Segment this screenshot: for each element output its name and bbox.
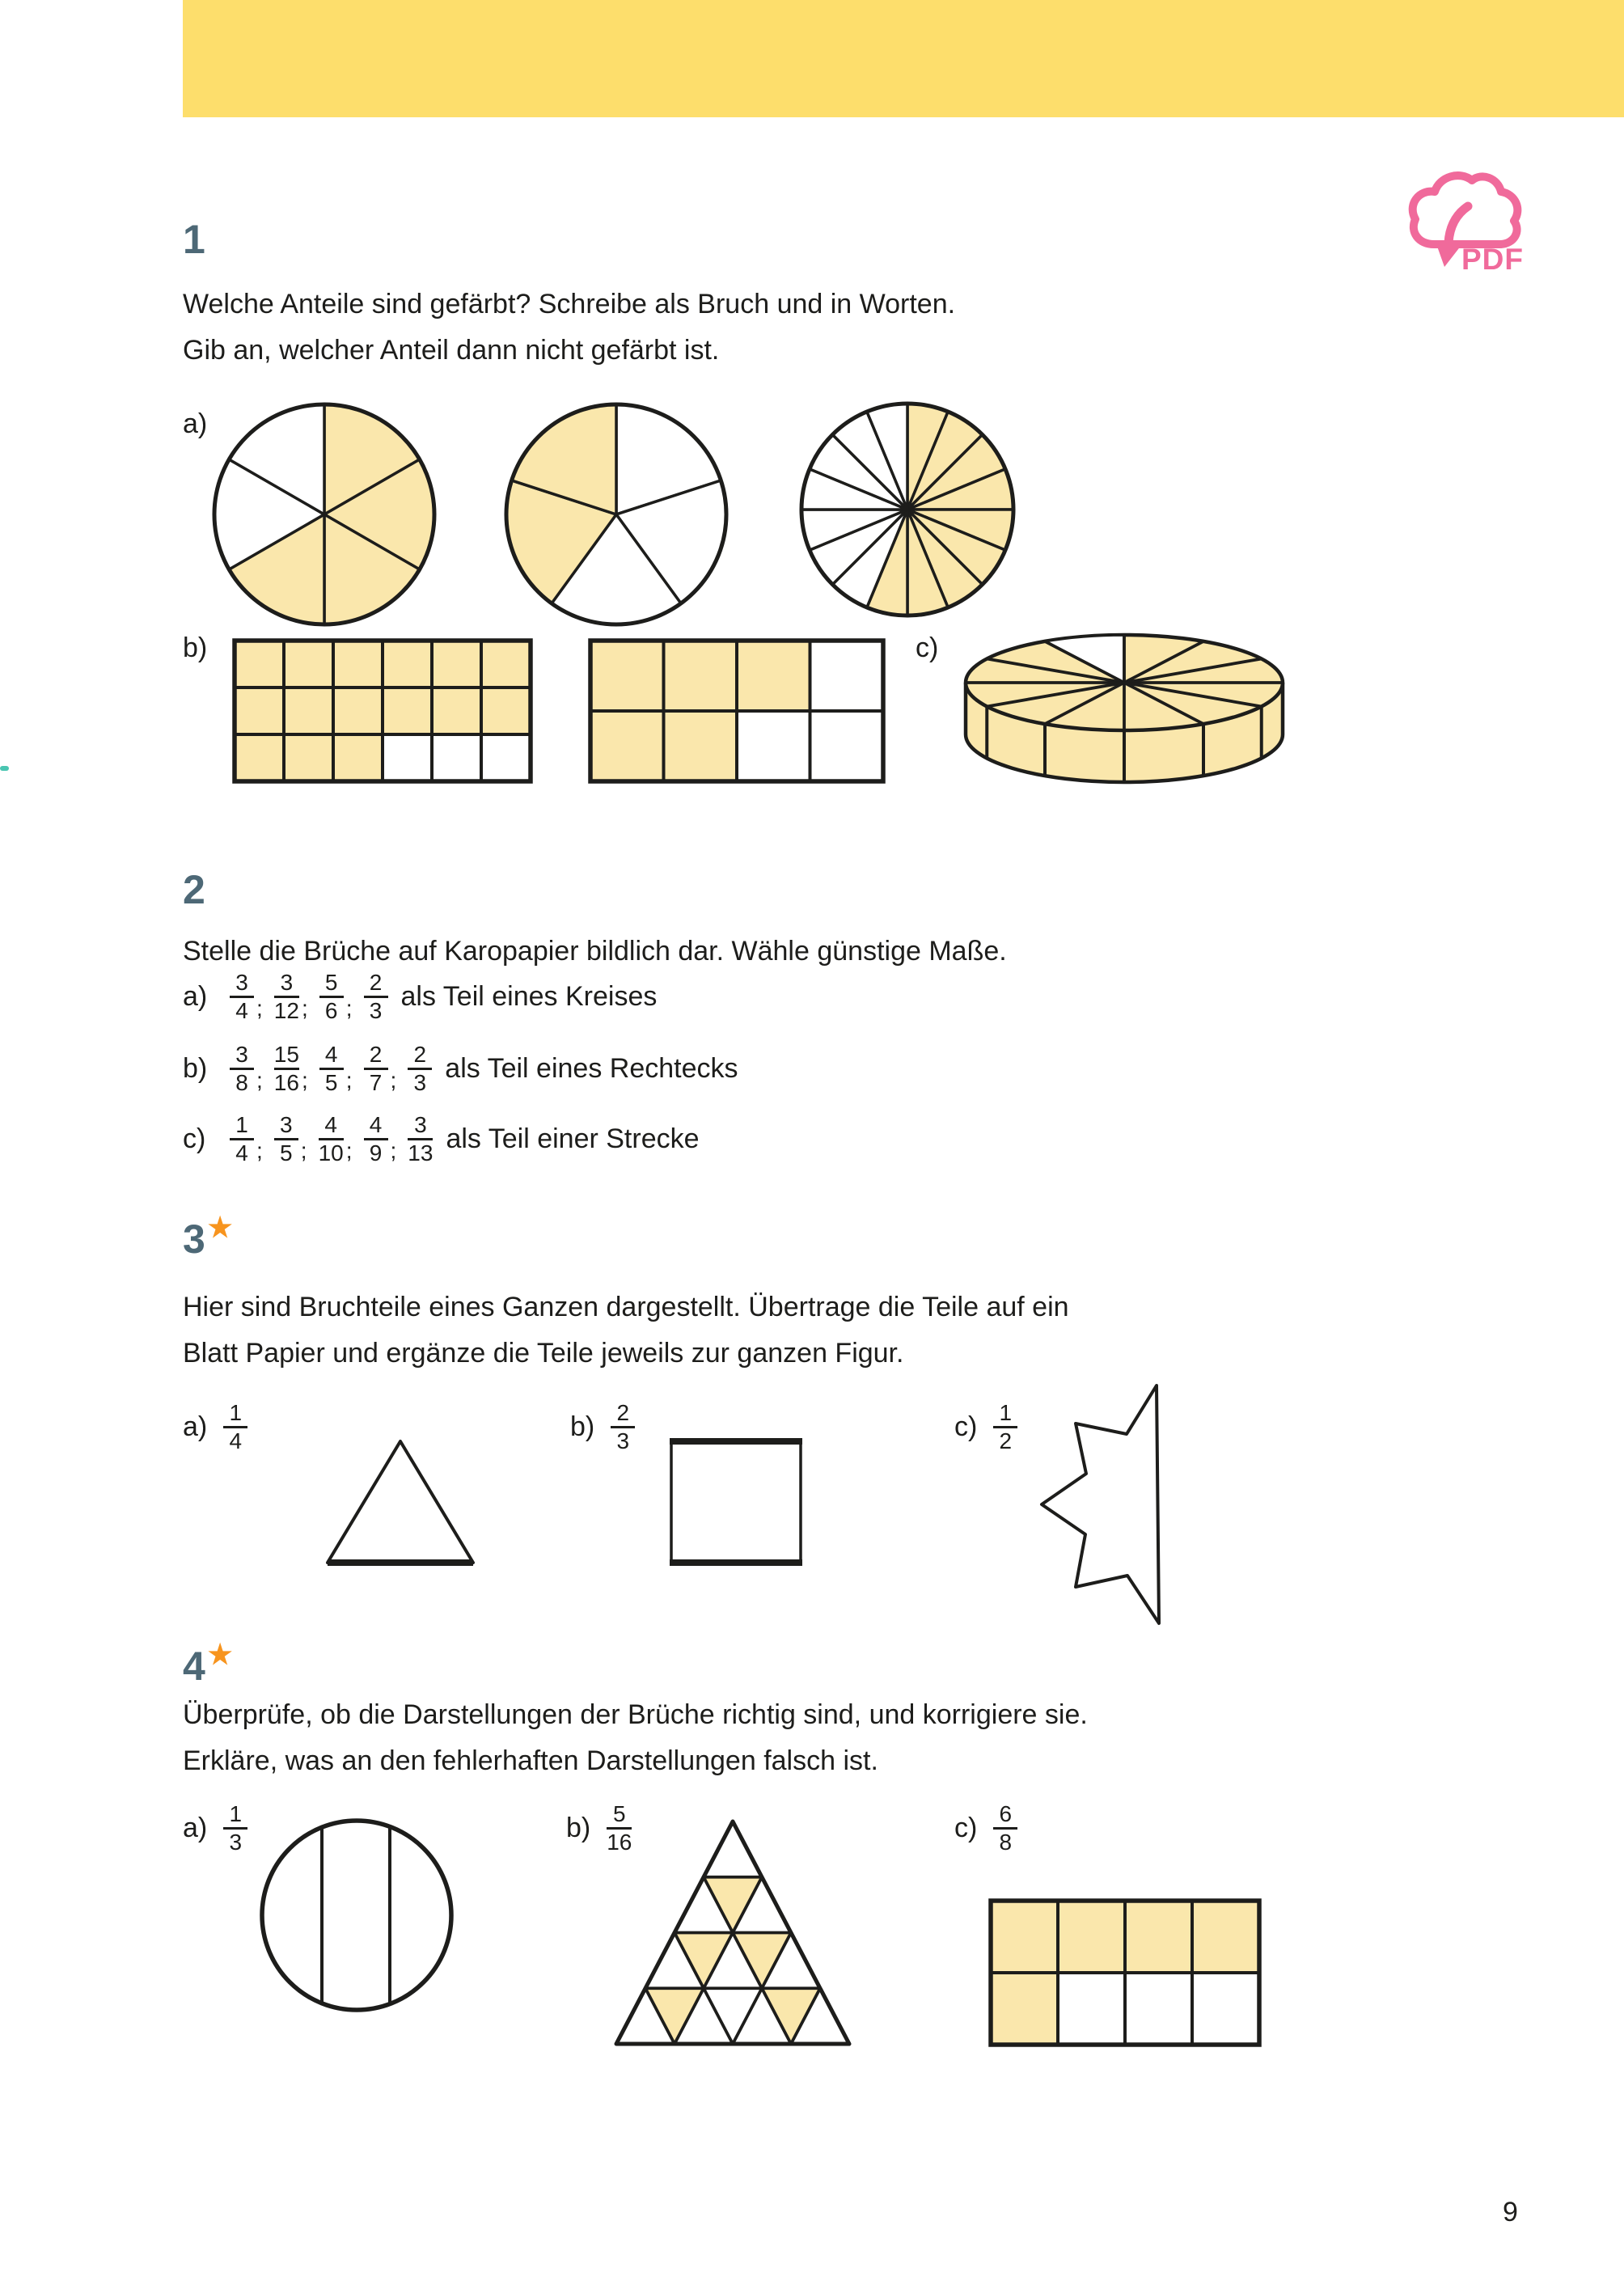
- denominator: 3: [616, 1428, 630, 1453]
- fraction: [223, 1401, 247, 1453]
- exercise-2-suffix-c: als Teil einer Strecke: [446, 1123, 700, 1154]
- star-icon: ★: [207, 1212, 233, 1243]
- exercise-4-item-c: [954, 1802, 1017, 1855]
- numerator: 5: [324, 969, 338, 995]
- numerator: 4: [324, 1041, 338, 1067]
- numerator: 1: [229, 1801, 243, 1826]
- separator: ;: [345, 1137, 353, 1163]
- exercise-2-row-a: [183, 964, 657, 1029]
- item-label: c): [954, 1813, 978, 1843]
- exercise-2-number: 2: [183, 867, 205, 912]
- numerator: 6: [999, 1801, 1013, 1826]
- exercise-3-item-c: [954, 1401, 1017, 1453]
- numerator: 3: [235, 1041, 248, 1067]
- denominator: 5: [279, 1140, 293, 1166]
- numerator: 15: [273, 1041, 299, 1067]
- exercise-4-item-b: [566, 1802, 632, 1855]
- exercise-1-line-2: Gib an, welcher Anteil dann nicht gefärbt ist.: [183, 335, 720, 366]
- ex1-circle-fifths: [506, 404, 726, 624]
- denominator: 9: [369, 1140, 383, 1166]
- fraction: [230, 1043, 254, 1095]
- numerator: 1: [999, 1400, 1013, 1425]
- fraction: [319, 971, 344, 1023]
- denominator: 3: [369, 997, 383, 1023]
- item-label: b): [566, 1813, 591, 1843]
- numerator: 2: [616, 1400, 630, 1425]
- item-label: c): [954, 1411, 978, 1442]
- exercise-4-line-1: Überprüfe, ob die Darstellungen der Brüche richtig sind, und korrigiere sie.: [183, 1699, 1088, 1730]
- ex3-quarter-triangle: [328, 1441, 473, 1563]
- separator: ;: [390, 1137, 397, 1163]
- numerator: 2: [369, 969, 383, 995]
- exercise-1-number: 1: [183, 217, 205, 262]
- denominator: 3: [413, 1069, 427, 1095]
- exercise-1-label-b: b): [183, 632, 208, 663]
- exercise-4-number: 4★: [183, 1639, 233, 1689]
- denominator: 4: [235, 1140, 248, 1166]
- exercise-2-label-c: c): [183, 1123, 206, 1154]
- ex3-half-star: [1042, 1386, 1159, 1623]
- fraction: [364, 1043, 388, 1095]
- numerator: 5: [613, 1801, 626, 1826]
- denominator: 4: [229, 1428, 243, 1453]
- exercise-4-line-2: Erkläre, was an den fehlerhaften Darstellungen falsch ist.: [183, 1745, 878, 1776]
- exercise-4-item-a: [183, 1802, 247, 1855]
- ex1-cake-twelfths: [966, 635, 1283, 782]
- denominator: 6: [324, 997, 338, 1023]
- edge-tick-mark: [0, 766, 9, 771]
- ex1-grid-8: [590, 641, 883, 781]
- exercise-3-text: [183, 1284, 1069, 1377]
- page-number: 9: [1503, 2197, 1518, 2227]
- denominator: 16: [273, 1069, 299, 1095]
- exercise-2-label-a: a): [183, 980, 208, 1012]
- fraction: [319, 1043, 344, 1095]
- download-arrow-icon: [1448, 206, 1468, 243]
- fraction-list: [230, 1043, 432, 1095]
- separator: ;: [300, 1137, 307, 1163]
- ex4-circle-thirds: [262, 1821, 451, 2010]
- fraction: [611, 1401, 635, 1453]
- pdf-label: PDF: [1461, 243, 1524, 276]
- denominator: 2: [999, 1428, 1013, 1453]
- exercise-3-item-a: [183, 1401, 247, 1453]
- fraction: [607, 1802, 632, 1855]
- exercise-3-item-b: [570, 1401, 635, 1453]
- denominator: 4: [235, 997, 248, 1023]
- fraction: [993, 1401, 1017, 1453]
- numerator: 3: [235, 969, 248, 995]
- separator: ;: [256, 1067, 263, 1093]
- exercise-3-number: 3★: [183, 1212, 233, 1262]
- fraction: [274, 1113, 298, 1166]
- separator: ;: [256, 1137, 263, 1163]
- fraction: [408, 1113, 433, 1166]
- denominator: 3: [229, 1830, 243, 1855]
- fraction: [274, 1043, 299, 1095]
- numerator: 2: [369, 1041, 383, 1067]
- denominator: 5: [324, 1069, 338, 1095]
- denominator: 7: [369, 1069, 383, 1095]
- exercise-2-row-b: [183, 1036, 738, 1101]
- fraction: [319, 1113, 344, 1166]
- ex1-circle-sixteenths: [801, 404, 1013, 616]
- exercise-2-suffix-a: als Teil eines Kreises: [400, 980, 658, 1012]
- fraction: [364, 1113, 388, 1166]
- numerator: 1: [235, 1111, 248, 1137]
- item-label: a): [183, 1813, 208, 1843]
- separator: ;: [345, 995, 353, 1021]
- ex1-grid-18: [235, 641, 531, 781]
- fraction-list: [230, 1113, 433, 1166]
- exercise-2-intro: Stelle die Brüche auf Karopapier bildlich dar. Wähle günstige Maße.: [183, 936, 1007, 967]
- ex4-grid-8: [991, 1901, 1259, 2045]
- numerator: 4: [324, 1111, 337, 1137]
- numerator: 3: [280, 969, 294, 995]
- denominator: 13: [408, 1140, 433, 1166]
- exercise-2-row-c: [183, 1106, 700, 1171]
- numerator: 3: [414, 1111, 427, 1137]
- exercise-4-text: [183, 1692, 1088, 1784]
- numerator: 2: [413, 1041, 427, 1067]
- numerator: 4: [369, 1111, 383, 1137]
- denominator: 8: [235, 1069, 248, 1095]
- ex1-circle-sixths: [214, 404, 434, 624]
- fraction: [230, 971, 254, 1023]
- separator: ;: [301, 995, 308, 1021]
- header-band: [183, 0, 1624, 117]
- exercise-1-label-a: a): [183, 408, 208, 439]
- fraction: [230, 1113, 254, 1166]
- exercise-2-label-b: b): [183, 1052, 208, 1084]
- download-arrowhead: [1436, 242, 1461, 267]
- exercise-1-label-c: c): [916, 632, 939, 663]
- fraction-list: [230, 971, 388, 1023]
- item-label: b): [570, 1411, 595, 1442]
- exercise-2-suffix-b: als Teil eines Rechtecks: [445, 1052, 738, 1084]
- denominator: 16: [607, 1830, 632, 1855]
- separator: ;: [301, 1067, 308, 1093]
- pdf-download-badge[interactable]: [1402, 162, 1531, 283]
- separator: ;: [256, 995, 263, 1021]
- ex4-triangle-sixteenths: [616, 1821, 849, 2044]
- exercise-3-line-1: Hier sind Bruchteile eines Ganzen dargestellt. Übertrage die Teile auf ein: [183, 1292, 1069, 1322]
- fraction: [223, 1802, 247, 1855]
- exercise-1-text: [183, 281, 955, 374]
- item-label: a): [183, 1411, 208, 1442]
- fraction: [993, 1802, 1017, 1855]
- exercise-1-line-1: Welche Anteile sind gefärbt? Schreibe als Bruch und in Worten.: [183, 289, 956, 319]
- separator: ;: [390, 1067, 397, 1093]
- denominator: 10: [318, 1140, 344, 1166]
- numerator: 3: [279, 1111, 293, 1137]
- numerator: 1: [229, 1400, 243, 1425]
- fraction: [364, 971, 388, 1023]
- fraction: [274, 971, 299, 1023]
- fraction: [408, 1043, 432, 1095]
- separator: ;: [345, 1067, 353, 1093]
- denominator: 8: [999, 1830, 1013, 1855]
- ex3-two-thirds-square: [670, 1441, 802, 1563]
- exercise-3-line-2: Blatt Papier und ergänze die Teile jeweils zur ganzen Figur.: [183, 1338, 904, 1369]
- star-icon: ★: [207, 1639, 233, 1670]
- denominator: 12: [273, 997, 299, 1023]
